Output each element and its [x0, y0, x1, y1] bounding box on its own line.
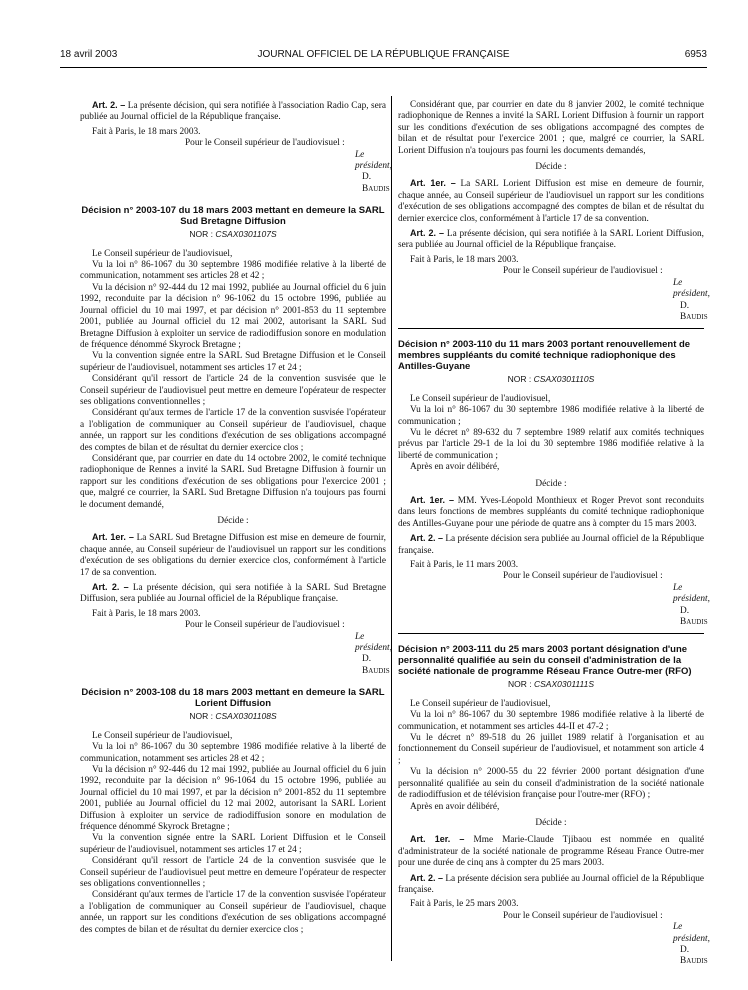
signature-block: Pour le Conseil supérieur de l'audiovisuel : Le président, D. Baudis [185, 620, 392, 676]
journal-title: JOURNAL OFFICIEL DE LA RÉPUBLIQUE FRANÇAISE [257, 49, 510, 60]
paragraph: Le Conseil supérieur de l'audiovisuel, [92, 248, 233, 259]
article-2: Art. 2. – La présente décision, qui sera notifiée à la SARL Sud Bretagne Diffusion, sera publiée au Journal officiel de la République française. [80, 582, 387, 605]
paragraph: Vu la décision n° 2000-55 du 22 février 2000 portant désignation d'une personnalité qualifiée au sein du conseil d'administration de la société nationale de radiodiffusion et de télévision française pour l'outre-mer (RFO) ; [398, 767, 704, 801]
decide-heading: Décide : [535, 478, 567, 489]
article-2-radio-cap: Art. 2. – La présente décision, qui sera notifiée à l'association Radio Cap, sera publiée au Journal officiel de la République française. [80, 100, 386, 123]
column-separator [391, 96, 392, 961]
paragraph: Considérant qu'il ressort de l'article 24 de la convention susvisée que le Conseil supérieur de l'audiovisuel peut mettre en demeure l'opérateur de respecter ses obligations conventionnelles ; [80, 856, 386, 889]
section-divider [398, 328, 704, 329]
decision-108-title: Décision n° 2003-108 du 18 mars 2003 mettant en demeure la SARL Lorient Diffusion [81, 687, 385, 710]
paragraph: Vu la convention signée entre la SARL Sud Bretagne Diffusion et le Conseil supérieur de l'audiovisuel, notamment ses articles 17 et 24 ; [80, 351, 386, 373]
paragraph: Vu la loi n° 86-1067 du 30 septembre 1986 modifiée relative à la liberté de communication, et notamment ses articles 44-II et 47-2 ; [398, 710, 704, 732]
paragraph: Après en avoir délibéré, [410, 462, 500, 473]
section-divider [398, 633, 704, 634]
done-at: Fait à Paris, le 18 mars 2003. [410, 254, 519, 265]
decision-111-title: Décision n° 2003-111 du 25 mars 2003 portant désignation d'une personnalité qualifiée au sein du conseil d'administration de la société nationale de programme Réseau France Outre-mer (RFO) [398, 644, 692, 678]
article-1: Art. 1er. – Mme Marie-Claude Tjibaou est nommée en qualité d'administrateur de la société nationale de programme Réseau France Outre-mer pour une durée de cinq ans à compter du 25 mars 2003. [398, 834, 704, 869]
article-1: Art. 1er. – La SARL Sud Bretagne Diffusion est mise en demeure de fournir, chaque année, au Conseil supérieur de l'audiovisuel un rapport sur les conditions d'exécution de ses obligations du dernier exercice clos, conformément à l'article 17 de sa convention. [80, 532, 386, 578]
decision-111-nor: NOR : CSAX0301111S [508, 679, 594, 690]
paragraph: Considérant que, par courrier en date du 14 octobre 2002, le comité technique radiophonique de Rennes a invité la SARL Sud Bretagne Diffusion à fournir un rapport sur les conditions d'exécution de ses obligations pour l'exercice 2001 ; que, malgré ce courrier, la SARL Sud Bretagne Diffusion n'a toujours pas fourni le document demandé, [80, 453, 386, 510]
header-rule [60, 67, 707, 68]
decision-108-nor: NOR : CSAX0301108S [189, 711, 277, 722]
decision-107-title: Décision n° 2003-107 du 18 mars 2003 mettant en demeure la SARL Sud Bretagne Diffusion [81, 205, 385, 228]
paragraph: Le Conseil supérieur de l'audiovisuel, [92, 730, 233, 741]
paragraph: Vu la décision n° 92-444 du 12 mai 1992, publiée au Journal officiel du 6 juin 1992, reconduite par la décision n° 96-1062 du 15 octobre 1996, publiée au Journal officiel du 10 mai 1997, et par décision n° 2001-853 du 11 septembre 2001, publiée au Journal officiel du 12 mai 2002, autorisant la SARL Sud Bretagne Diffusion à exploiter un service de radiodiffusion sonore en modulation de fréquence dénommé Skyrock Bretagne ; [80, 282, 386, 350]
paragraph: Vu le décret n° 89-518 du 26 juillet 1989 relatif à l'organisation et au fonctionnement du Conseil supérieur de l'audiovisuel, et notamment son article 4 ; [398, 733, 704, 766]
paragraph: Considérant qu'il ressort de l'article 24 de la convention susvisée que le Conseil supérieur de l'audiovisuel peut mettre en demeure l'opérateur de respecter ses obligations conventionnelles ; [80, 374, 386, 407]
issue-date: 18 avril 2003 [60, 49, 118, 60]
left-column [80, 100, 392, 936]
decision-107-nor: NOR : CSAX0301107S [189, 229, 277, 240]
paragraph: Considérant qu'aux termes de l'article 17 de la convention susvisée l'opérateur a l'obligation de communiquer au Conseil supérieur de l'audiovisuel, chaque année, un rapport sur les conditions d'exécution de ses obligations accompagné des comptes de bilan et de résultat du dernier exercice clos ; [80, 408, 386, 453]
decision-110-title: Décision n° 2003-110 du 11 mars 2003 portant renouvellement de membres suppléants du comité technique radiophonique des Antilles-Guyane [398, 339, 691, 373]
article-2: Art. 2. – La présente décision sera publiée au Journal officiel de la République française. [398, 533, 705, 556]
paragraph: Vu la loi n° 86-1067 du 30 septembre 1986 modifiée relative à la liberté de communication, notamment ses articles 28 et 42 ; [80, 742, 386, 764]
paragraph: Après en avoir délibéré, [410, 801, 500, 812]
page-number: 6953 [684, 49, 707, 60]
done-at: Fait à Paris, le 25 mars 2003. [410, 899, 519, 910]
paragraph: Vu la loi n° 86-1067 du 30 septembre 1986 modifiée relative à la liberté de communication, notamment ses articles 28 et 42 ; [80, 260, 386, 282]
article-1: Art. 1er. – La SARL Lorient Diffusion est mise en demeure de fournir, chaque année, au Conseil supérieur de l'audiovisuel un rapport sur les conditions d'exécution de ses obligations accompagné des comptes de bilan et de résultat du dernier exercice clos, conformément à l'article 17 de sa convention. [398, 178, 704, 224]
decide-heading: Décide : [535, 162, 567, 173]
page-header [60, 49, 707, 65]
decision-110-nor: NOR : CSAX0301110S [507, 374, 595, 385]
article-2: Art. 2. – La présente décision sera publiée au Journal officiel de la République française. [398, 872, 705, 895]
paragraph: Considérant qu'aux termes de l'article 17 de la convention susvisée l'opérateur a l'obligation de communiquer au Conseil supérieur de l'audiovisuel, chaque année, un rapport sur les conditions d'exécution de ses obligations accompagné des comptes de bilan et de résultat du dernier exercice clos ; [80, 890, 386, 935]
signature-block: Pour le Conseil supérieur de l'audiovisuel : Le président, D. Baudis [503, 571, 710, 628]
article-1: Art. 1er. – MM. Yves-Léopold Monthieux et Roger Prevot sont reconduits dans leurs fonctions de membres suppléants du comité technique radiophonique des Antilles-Guyane pour une période de quatre ans à compter du 15 mars 2003. [398, 494, 704, 529]
paragraph: Vu le décret n° 89-632 du 7 septembre 1989 relatif aux comités techniques prévus par l'article 29-1 de la loi du 30 septembre 1986 modifiée relative à la liberté de communication ; [398, 427, 704, 461]
article-2: Art. 2. – La présente décision, qui sera notifiée à la SARL Lorient Diffusion, sera publiée au Journal officiel de la République française. [398, 228, 704, 251]
paragraph: Vu la loi n° 86-1067 du 30 septembre 1986 modifiée relative à la liberté de communication ; [398, 405, 704, 427]
paragraph: Considérant que, par courrier en date du 8 janvier 2002, le comité technique radiophonique de Rennes a invité la SARL Lorient Diffusion à fournir un rapport sur les conditions d'exécution de ses obligations accompagné des comptes de bilan et de résultat pour l'exercice 2001 ; que, malgré ce courrier, la SARL Lorient Diffusion n'a toujours pas fourni les documents demandés, [398, 100, 704, 156]
done-at: Fait à Paris, le 18 mars 2003. [92, 126, 201, 137]
paragraph: Le Conseil supérieur de l'audiovisuel, [410, 393, 551, 404]
signature-block: Pour le Conseil supérieur de l'audiovisuel : Le président, D. Baudis [503, 266, 710, 322]
right-column [398, 100, 710, 968]
decide-heading: Décide : [535, 817, 567, 828]
paragraph: Vu la décision n° 92-446 du 12 mai 1992, publiée au Journal officiel du 6 juin 1992, reconduite par la décision n° 96-1064 du 15 octobre 1996, publiée au Journal officiel du 10 mai 1997, et par la décision n° 2001-852 du 11 septembre 2001, publiée au Journal officiel du 12 mai 2002, autorisant la SARL Lorient Diffusion à exploiter un service de radiodiffusion sonore en modulation de fréquence dénommé Skyrock Bretagne ; [80, 764, 386, 832]
paragraph: Vu la convention signée entre la SARL Lorient Diffusion et le Conseil supérieur de l'audiovisuel, notamment ses articles 17 et 24 ; [80, 833, 386, 855]
signature-block: Pour le Conseil supérieur de l'audiovisuel : Le président, D. Baudis [185, 138, 392, 194]
done-at: Fait à Paris, le 18 mars 2003. [92, 608, 201, 619]
done-at: Fait à Paris, le 11 mars 2003. [410, 560, 519, 570]
signature-block: Pour le Conseil supérieur de l'audiovisuel : Le président, D. Baudis [503, 910, 710, 967]
paragraph: Le Conseil supérieur de l'audiovisuel, [410, 698, 551, 709]
decide-heading: Décide : [217, 516, 249, 526]
